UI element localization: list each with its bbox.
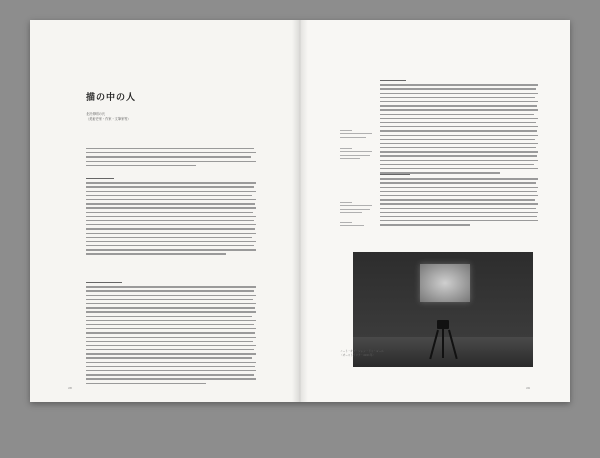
section-2 <box>86 282 256 387</box>
section-1 <box>86 178 256 258</box>
side-note-4 <box>340 222 372 229</box>
author-line-1: 北沢伸明の氏 <box>86 112 106 116</box>
photo-caption <box>340 350 400 358</box>
page-number-right: 29 <box>526 386 530 390</box>
left-page <box>30 20 300 402</box>
magazine-spread <box>30 20 570 402</box>
page-number-left: 28 <box>68 386 72 390</box>
painting-in-photo <box>420 264 470 302</box>
author-byline <box>86 112 131 122</box>
article-title: 描の中の人 <box>86 93 137 103</box>
photo-caption-line-1: ノート・オブ・シャン・ドゥ・ゴール <box>340 350 384 353</box>
photo-caption-line-2: （オーストラリア・2011年） <box>340 354 376 357</box>
intro-paragraph <box>86 148 256 169</box>
section-4 <box>380 174 538 229</box>
right-page <box>300 20 570 402</box>
spine-gutter <box>292 20 308 402</box>
side-note-1 <box>340 130 372 140</box>
author-line-2: （美術史家・作家・文筆家等） <box>86 117 131 121</box>
section-3 <box>380 80 538 176</box>
side-note-3 <box>340 202 372 216</box>
side-note-2 <box>340 148 372 162</box>
